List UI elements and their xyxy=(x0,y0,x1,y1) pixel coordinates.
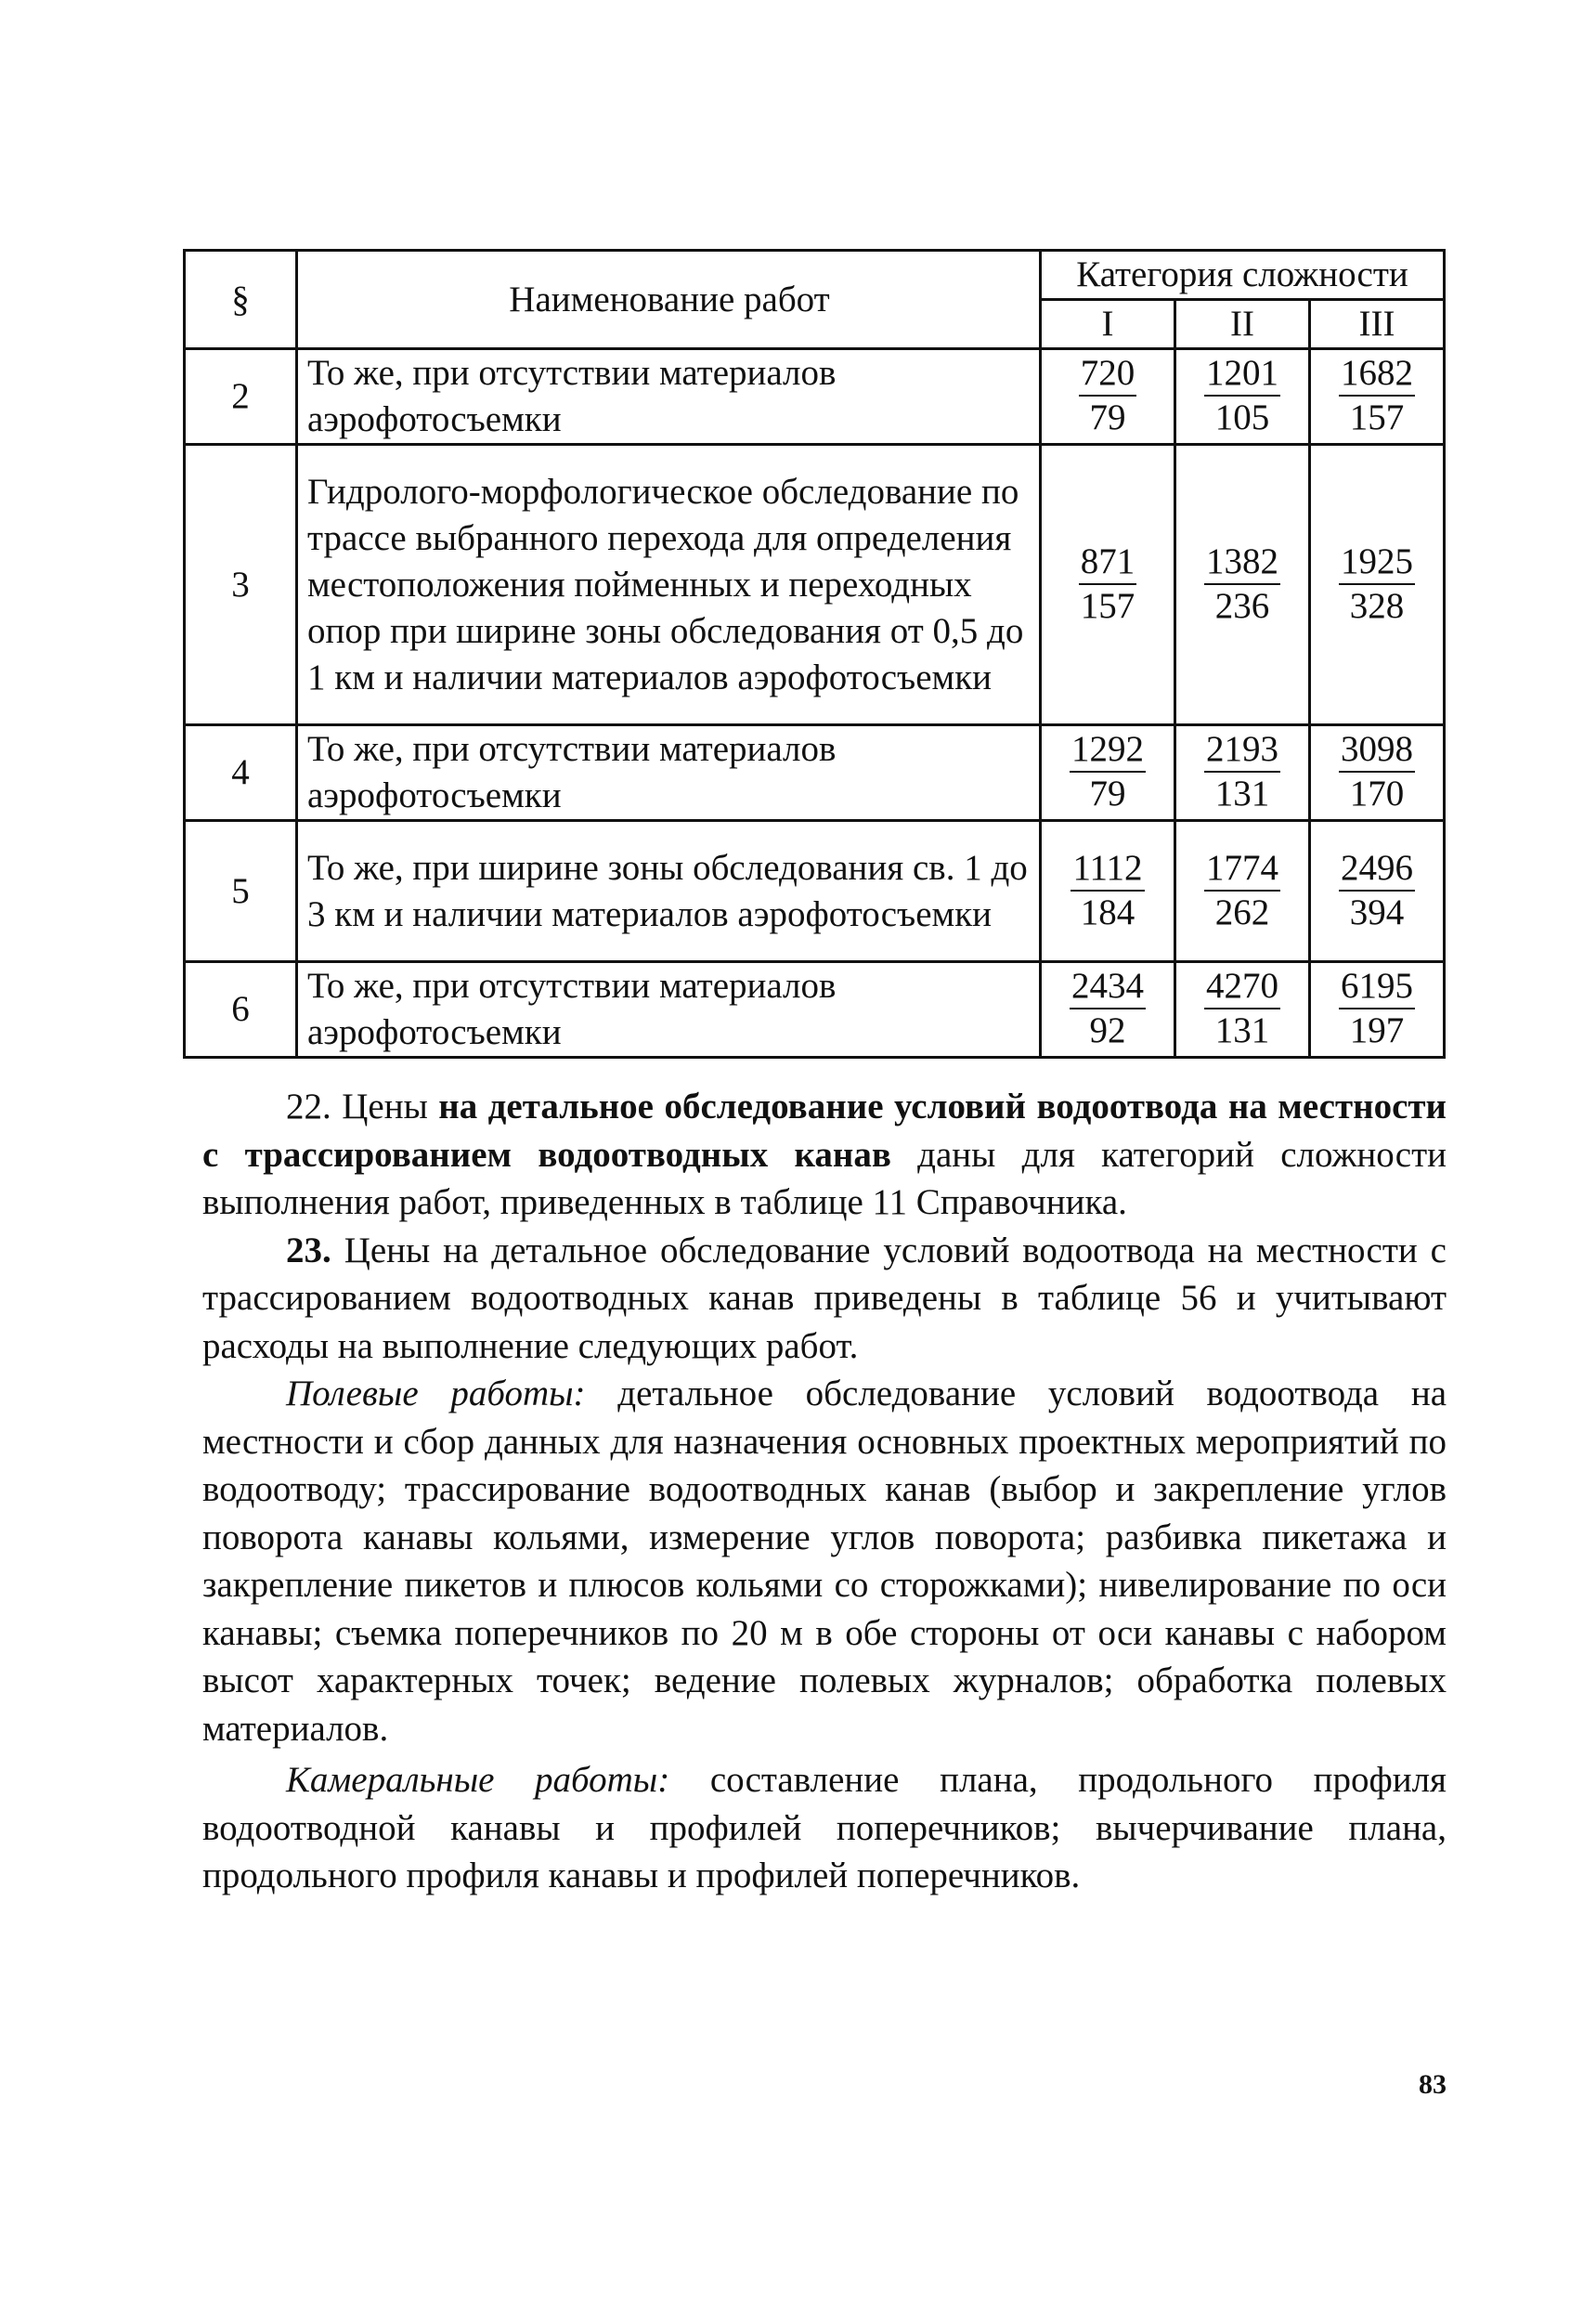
row-number: 6 xyxy=(185,962,297,1058)
price-cell xyxy=(1310,821,1445,962)
table-row xyxy=(185,349,1445,445)
price-cell xyxy=(1041,962,1175,1058)
price-field: 2496 xyxy=(1339,847,1415,892)
table-row xyxy=(185,821,1445,962)
price-office: 170 xyxy=(1349,774,1405,814)
table-row xyxy=(185,725,1445,821)
price-office: 79 xyxy=(1089,774,1126,814)
price-field: 4270 xyxy=(1204,965,1280,1009)
price-field: 6195 xyxy=(1339,965,1415,1009)
paragraph-22 xyxy=(202,1083,1447,1227)
price-field: 871 xyxy=(1079,540,1137,585)
price-cell xyxy=(1041,349,1175,445)
price-cell xyxy=(1041,725,1175,821)
price-cell xyxy=(1310,445,1445,725)
price-field: 1382 xyxy=(1204,540,1280,585)
price-field: 720 xyxy=(1079,352,1137,397)
price-cell xyxy=(1175,962,1310,1058)
row-work-name: Гидролого-морфологическое обследование по трассе выбранного перехода для определения местоположения пойменных и переходных опор при ширине зоны обследования от 0,5 до 1 км и наличии материалов аэрофотосъемки xyxy=(297,445,1041,725)
row-work-name: То же, при ширине зоны обследования св. 1 до 3 км и наличии материалов аэрофотосъемки xyxy=(297,821,1041,962)
price-cell xyxy=(1175,349,1310,445)
price-office: 92 xyxy=(1089,1010,1126,1050)
price-table xyxy=(183,249,1446,1059)
price-cell xyxy=(1310,349,1445,445)
paragraph-lead: Цены xyxy=(342,1087,428,1126)
paragraph-office-works xyxy=(202,1756,1447,1900)
price-office: 157 xyxy=(1080,585,1135,626)
header-category-group: Категория сложности xyxy=(1041,251,1445,300)
header-category-3: III xyxy=(1310,300,1445,349)
price-cell xyxy=(1041,445,1175,725)
page-number: 83 xyxy=(1419,2069,1447,2100)
paragraph-number: 22. xyxy=(286,1087,331,1126)
price-field: 1292 xyxy=(1070,728,1146,773)
price-cell xyxy=(1175,725,1310,821)
price-cell xyxy=(1310,962,1445,1058)
price-field: 1201 xyxy=(1204,352,1280,397)
office-works-label: Камеральные работы: xyxy=(286,1760,670,1800)
price-cell xyxy=(1175,821,1310,962)
row-work-name: То же, при отсутствии материалов аэрофотосъемки xyxy=(297,962,1041,1058)
paragraph-text: составление плана, продольного профиля водоотводной канавы и профилей поперечников; вычерчивание плана, продольного профиля канавы и профилей поперечников. xyxy=(202,1760,1447,1895)
price-office: 197 xyxy=(1349,1010,1405,1050)
price-cell xyxy=(1041,821,1175,962)
table-row xyxy=(185,445,1445,725)
header-category-1: I xyxy=(1041,300,1175,349)
paragraph-23 xyxy=(202,1227,1447,1371)
row-number: 2 xyxy=(185,349,297,445)
row-work-name: То же, при отсутствии материалов аэрофотосъемки xyxy=(297,725,1041,821)
price-office: 157 xyxy=(1349,397,1405,437)
header-section: § xyxy=(185,251,297,349)
table-row xyxy=(185,962,1445,1058)
row-number: 3 xyxy=(185,445,297,725)
price-field: 1112 xyxy=(1070,847,1144,892)
price-field: 2434 xyxy=(1070,965,1146,1009)
price-field: 3098 xyxy=(1339,728,1415,773)
body-text xyxy=(202,1083,1447,1900)
price-field: 1682 xyxy=(1339,352,1415,397)
price-cell xyxy=(1175,445,1310,725)
row-number: 4 xyxy=(185,725,297,821)
price-office: 328 xyxy=(1349,585,1405,626)
paragraph-text: Цены на детальное обследование условий водоотвода на местности с трассированием водоотводных канав приведены в таблице 56 и учитывают расходы на выполнение следующих работ. xyxy=(202,1230,1447,1366)
row-number: 5 xyxy=(185,821,297,962)
price-field: 1774 xyxy=(1204,847,1280,892)
header-work-name: Наименование работ xyxy=(297,251,1041,349)
price-office: 236 xyxy=(1214,585,1270,626)
price-field: 1925 xyxy=(1339,540,1415,585)
row-work-name: То же, при отсутствии материалов аэрофотосъемки xyxy=(297,349,1041,445)
price-office: 131 xyxy=(1214,1010,1270,1050)
price-office: 79 xyxy=(1089,397,1126,437)
price-field: 2193 xyxy=(1204,728,1280,773)
price-office: 184 xyxy=(1080,892,1135,932)
price-office: 394 xyxy=(1349,892,1405,932)
price-office: 105 xyxy=(1214,397,1270,437)
paragraph-text: даны для категорий сложности выполнения работ, приведенных в таблице 11 Справочника. xyxy=(202,1134,1447,1222)
price-cell xyxy=(1310,725,1445,821)
field-works-label: Полевые работы: xyxy=(286,1374,586,1413)
header-category-2: II xyxy=(1175,300,1310,349)
paragraph-bold-subject: на детальное обследование условий водоотвода на местности с трассированием водоотводных канав xyxy=(202,1087,1447,1175)
price-office: 262 xyxy=(1214,892,1270,932)
paragraph-text: детальное обследование условий водоотвода на местности и сбор данных для назначения основных проектных мероприятий по водоотводу; трассирование водоотводных канав (выбор и закрепление углов поворота канавы кольями, измерение углов поворота; разбивка пикетажа и закрепление пикетов и плюсов кольями со сторожками); нивелирование по оси канавы; съемка поперечников по 20 м в обе стороны от оси канавы с набором высот характерных точек; ведение полевых журналов; обработка полевых материалов. xyxy=(202,1374,1447,1749)
paragraph-number: 23. xyxy=(286,1230,331,1270)
price-office: 131 xyxy=(1214,774,1270,814)
paragraph-field-works xyxy=(202,1370,1447,1752)
